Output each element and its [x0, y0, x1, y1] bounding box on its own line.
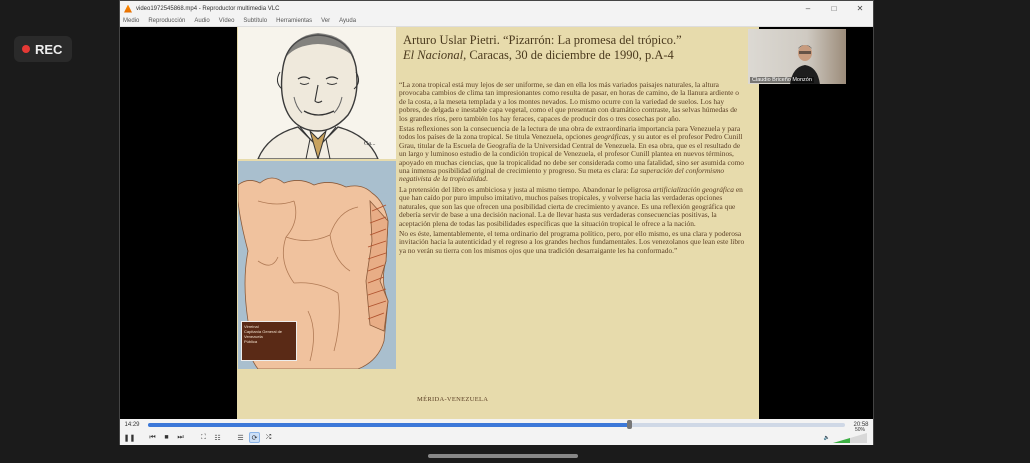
menu-view[interactable]: Ver — [321, 18, 331, 24]
close-icon[interactable]: ✕ — [856, 4, 864, 13]
home-indicator[interactable] — [428, 454, 578, 458]
slide-title-citation: , Caracas, 30 de diciembre de 1990, p.A-4 — [463, 48, 674, 62]
window-controls — [795, 4, 873, 13]
map-legend-line-3: Venezuela — [244, 334, 263, 339]
paragraph-2: Estas reflexiones son la consecuencia de la lectura de una obra de extraordinaria importancia para Venezuela y para todos los países de la zona tropical. Se titula Venezuela, opciones geográficas, y su autor es el profesor Pedro Cunill Grau, titular de la Escuela de Geografía de la Universidad Central de Venezuela. En esa obra, que es el resultado de un largo y luminoso estudio de la condición tropical de Venezuela, el profesor Cunill plantea en nuevos términos, apoyado en muchas ciencias, que la tropicalidad no debe ser considerada como una fatalidad, sino ser asumida como una inmensa posibilidad original de crecimiento y progreso. Su meta es clara: La superación del conformismo negativista de la tropicalidad. — [399, 124, 744, 184]
map-legend-line-4: Pública — [244, 339, 258, 344]
shuffle-button[interactable]: ⤮ — [265, 433, 272, 441]
seek-track[interactable] — [148, 423, 845, 427]
total-time: 20:58 — [853, 421, 869, 428]
menu-tools[interactable]: Herramientas — [276, 18, 313, 24]
volume-label: 50% — [854, 426, 865, 433]
window-title: video1972545868.mp4 - Reproductor multimedia VLC — [136, 5, 280, 12]
stop-button[interactable]: ■ — [164, 434, 169, 441]
menu-audio[interactable]: Audio — [194, 18, 210, 24]
paragraph-4: No es éste, lamentablemente, el tema ordinario del programa político, pero, por ello mismo, es una clara y poderosa invitación hacia la autenticidad y el regreso a los grandes hechos fundamentales. Los venezolanos que lean este libro ya no verán su tierra con los mismos ojos que una tradición desarraigante les ha conformado.” — [399, 228, 745, 255]
control-bar — [120, 426, 873, 445]
volume-control[interactable] — [823, 426, 873, 443]
maximize-icon[interactable]: □ — [831, 4, 837, 13]
menu-media[interactable]: Medio — [123, 18, 140, 24]
map-legend-line-2: Capitanía General de — [244, 329, 283, 334]
paragraph-2-part-b: , y su autor es el profesor Pedro Cunill Grau, titular de la Escuela de Geografía de la Universidad Central de Venezuela. En esa obra, que es el resultado de un largo y luminoso estudio de la condición tropical de Venezuela, el profesor Cunill plantea en nuevos términos, apoyado en muchas ciencias, que la tropicalidad no debe ser considerada como una fatalidad, sino ser asumida como una inmensa posibilidad original de crecimiento y progreso. Su meta es clara: — [399, 132, 744, 176]
paragraph-3-italic: artificialización geográfica — [652, 184, 734, 194]
volume-slider[interactable] — [833, 426, 867, 443]
presentation-slide — [237, 27, 759, 419]
extended-settings-button[interactable]: ☷ — [214, 434, 221, 442]
minimize-icon[interactable]: – — [805, 4, 811, 13]
map-legend-line-1: Virreinal — [244, 324, 259, 329]
rec-indicator[interactable] — [14, 36, 72, 62]
webcam-name: Claudio Briceño Monzón — [752, 77, 812, 83]
portrait-sketch — [238, 27, 396, 159]
venezuela-map — [238, 161, 396, 369]
paragraph-2-part-a: Estas reflexiones son la consecuencia de la lectura de una obra de extraordinaria importancia para Venezuela y para todos los países de la zona tropical. Se titula Venezuela, opciones — [399, 124, 741, 142]
slide-title-line-2 — [403, 48, 743, 63]
video-area[interactable] — [120, 27, 873, 419]
rec-label: REC — [35, 41, 63, 57]
slide-title-line-1: Arturo Uslar Pietri. “Pizarrón: La promesa del trópico.” — [403, 33, 682, 47]
seek-bar — [120, 419, 873, 430]
map-legend — [241, 321, 297, 361]
elapsed-time: 14:29 — [124, 421, 140, 428]
playlist-button[interactable]: ☰ — [237, 434, 244, 442]
slide-title — [403, 33, 743, 63]
svg-text:Ga...: Ga... — [364, 141, 376, 147]
menu-help[interactable]: Ayuda — [339, 18, 357, 24]
article-text — [399, 81, 747, 257]
vlc-window — [119, 0, 874, 445]
paragraph-2-italic-goal: La superación del conformismo negativista de la tropicalidad — [399, 166, 725, 184]
paragraph-3-part-a: La pretensión del libro es ambiciosa y justa al mismo tiempo. Abandonar le peligrosa — [399, 184, 653, 194]
vlc-cone-icon — [124, 5, 132, 13]
speaker-icon[interactable]: 🔈 — [823, 434, 830, 441]
seek-fill — [148, 423, 629, 427]
paragraph-2-italic-geo: geográficas — [593, 132, 629, 142]
pause-button[interactable]: ❚❚ — [123, 434, 136, 442]
previous-button[interactable]: ⏮ — [149, 433, 156, 441]
paragraph-3-part-b: en que han caído por puro impulso imitativo, muchos países tropicales, y volverse hacia las verdaderas opciones naturales, que son las que ofrecen una posibilidad cierta de crecimiento y avance. Es una reflexión geográfica que debería servir de base a una decisión nacional. La de llevar hasta sus verdaderas consecuencias positivas, la aceptación plena de todas las posibilidades específicas que la situación tropical le ofrece a la nación. — [399, 184, 743, 228]
newspaper-name: El Nacional — [403, 48, 464, 62]
volume-triangle — [833, 433, 867, 443]
menu-video[interactable]: Vídeo — [218, 18, 235, 24]
portrait-drawing — [238, 27, 396, 159]
place-footer: MÉRIDA-VENEZUELA — [417, 396, 489, 403]
menu-subtitle[interactable]: Subtítulo — [243, 18, 268, 24]
webcam-thumbnail[interactable] — [748, 29, 846, 84]
loop-button[interactable]: ⟳ — [249, 432, 260, 443]
menu-bar — [120, 16, 873, 27]
fullscreen-button[interactable]: ⛶ — [201, 433, 206, 441]
paragraph-1: “La zona tropical está muy lejos de ser uniforme, se dan en ella los más variados paisajes naturales, la altura provocaba cambios de clima tan impresionantes como resulta de pasar, en horas de camino, de la llanura ardiente o de la costa, a la meseta templada y a los montes nevados. Lo mismo ocurre con la variedad de suelos. Los hay pobres, de delgada e inestable capa vegetal, como el que presentan con dramático contraste, las selvas húmedas de los grandes ríos, pero también los hay feraces, capaces de producir dos o tres cosechas por año. — [399, 80, 739, 123]
next-button[interactable]: ⏭ — [177, 433, 184, 441]
menu-playback[interactable]: Reproducción — [148, 18, 186, 24]
record-dot-icon — [22, 45, 30, 53]
seek-handle[interactable] — [627, 420, 632, 429]
title-bar — [120, 1, 873, 16]
paragraph-3 — [399, 186, 747, 228]
